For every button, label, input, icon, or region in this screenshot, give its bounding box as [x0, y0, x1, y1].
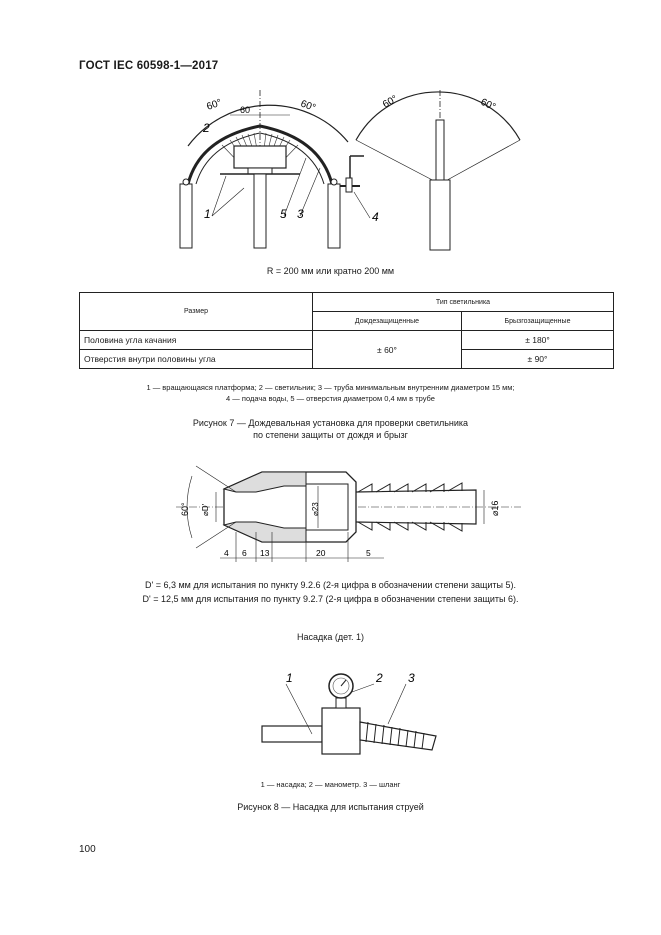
nozzle-d23-label: ⌀23 [311, 502, 320, 516]
angle-label: 60° [205, 97, 224, 113]
part-number: 5 [280, 207, 287, 221]
radius-note: R = 200 мм или кратно 200 мм [266, 266, 395, 276]
row-label: Половина угла качания [80, 331, 313, 350]
angle-label: 60° [298, 98, 317, 114]
part-number: 1 [204, 207, 211, 221]
table-header-type: Тип светильника [313, 293, 614, 312]
nozzle-d16-label: ⌀16 [490, 500, 500, 516]
nozzle-note-1: D' = 6,3 мм для испытания по пункту 9.2.6 (2-я цифра в обозначении степени защиты 5). [144, 580, 516, 590]
page-number: 100 [79, 844, 96, 855]
cell-splashproof: ± 90° [462, 350, 614, 369]
part-number: 3 [408, 671, 415, 685]
row-label: Отверстия внутри половины угла [80, 350, 313, 369]
cell-splashproof: ± 180° [462, 331, 614, 350]
dimension-label: 6 [242, 548, 247, 558]
cell-rainproof: ± 60° [313, 331, 462, 369]
nozzle-dprime-label: ⌀D' [201, 503, 210, 516]
figure7-legend-line2: 4 — подача воды, 5 — отверстия диаметром 0,4 мм в трубе [226, 394, 435, 403]
table-header-size: Размер [80, 293, 313, 331]
table-header-rainproof: Дождезащищенные [313, 312, 462, 331]
table-row [80, 331, 614, 350]
figure7-caption-line2: по степени защиты от дождя и брызг [253, 430, 408, 440]
angle-label: 60° [381, 93, 400, 111]
angle-label: 60° [478, 96, 498, 114]
figure8-caption: Рисунок 8 — Насадка для испытания струей [237, 802, 424, 812]
nozzle-title: Насадка (дет. 1) [297, 632, 364, 642]
dimension-label: 13 [260, 548, 270, 558]
figure-8-drawing [256, 666, 446, 766]
dimension-label: 20 [316, 548, 326, 558]
nozzle-note-2: D' = 12,5 мм для испытания по пункту 9.2.7 (2-я цифра в обозначении степени защиты 6). [142, 594, 519, 604]
spec-table [79, 292, 614, 369]
luminaire-box [234, 146, 286, 168]
figure7-caption-line1: Рисунок 7 — Дождевальная установка для проверки светильника [192, 418, 469, 428]
nozzle-angle-label: 60° [180, 502, 190, 516]
document-header: ГОСТ IEC 60598-1—2017 [79, 60, 219, 72]
nozzle-drawing [176, 462, 521, 572]
nozzle-rod [262, 726, 322, 742]
part-number: 2 [376, 671, 383, 685]
part-number: 4 [372, 210, 379, 224]
part-number: 2 [203, 121, 210, 135]
nozzle-body [322, 708, 360, 754]
dimension-label: 60 [240, 105, 251, 115]
part-number: 3 [297, 207, 304, 221]
figure7-legend-line1: 1 — вращающаяся платформа; 2 — светильник; 3 — труба минимальным внутренним диаметром 15 мм; [146, 383, 515, 392]
figure8-legend: 1 — насадка; 2 — манометр. 3 — шланг [260, 780, 401, 789]
dimension-label: 4 [224, 548, 229, 558]
part-number: 1 [286, 671, 293, 685]
table-header-splashproof: Брызгозащищенные [462, 312, 614, 331]
figure-7-drawing [160, 88, 530, 258]
dimension-label: 5 [366, 548, 371, 558]
